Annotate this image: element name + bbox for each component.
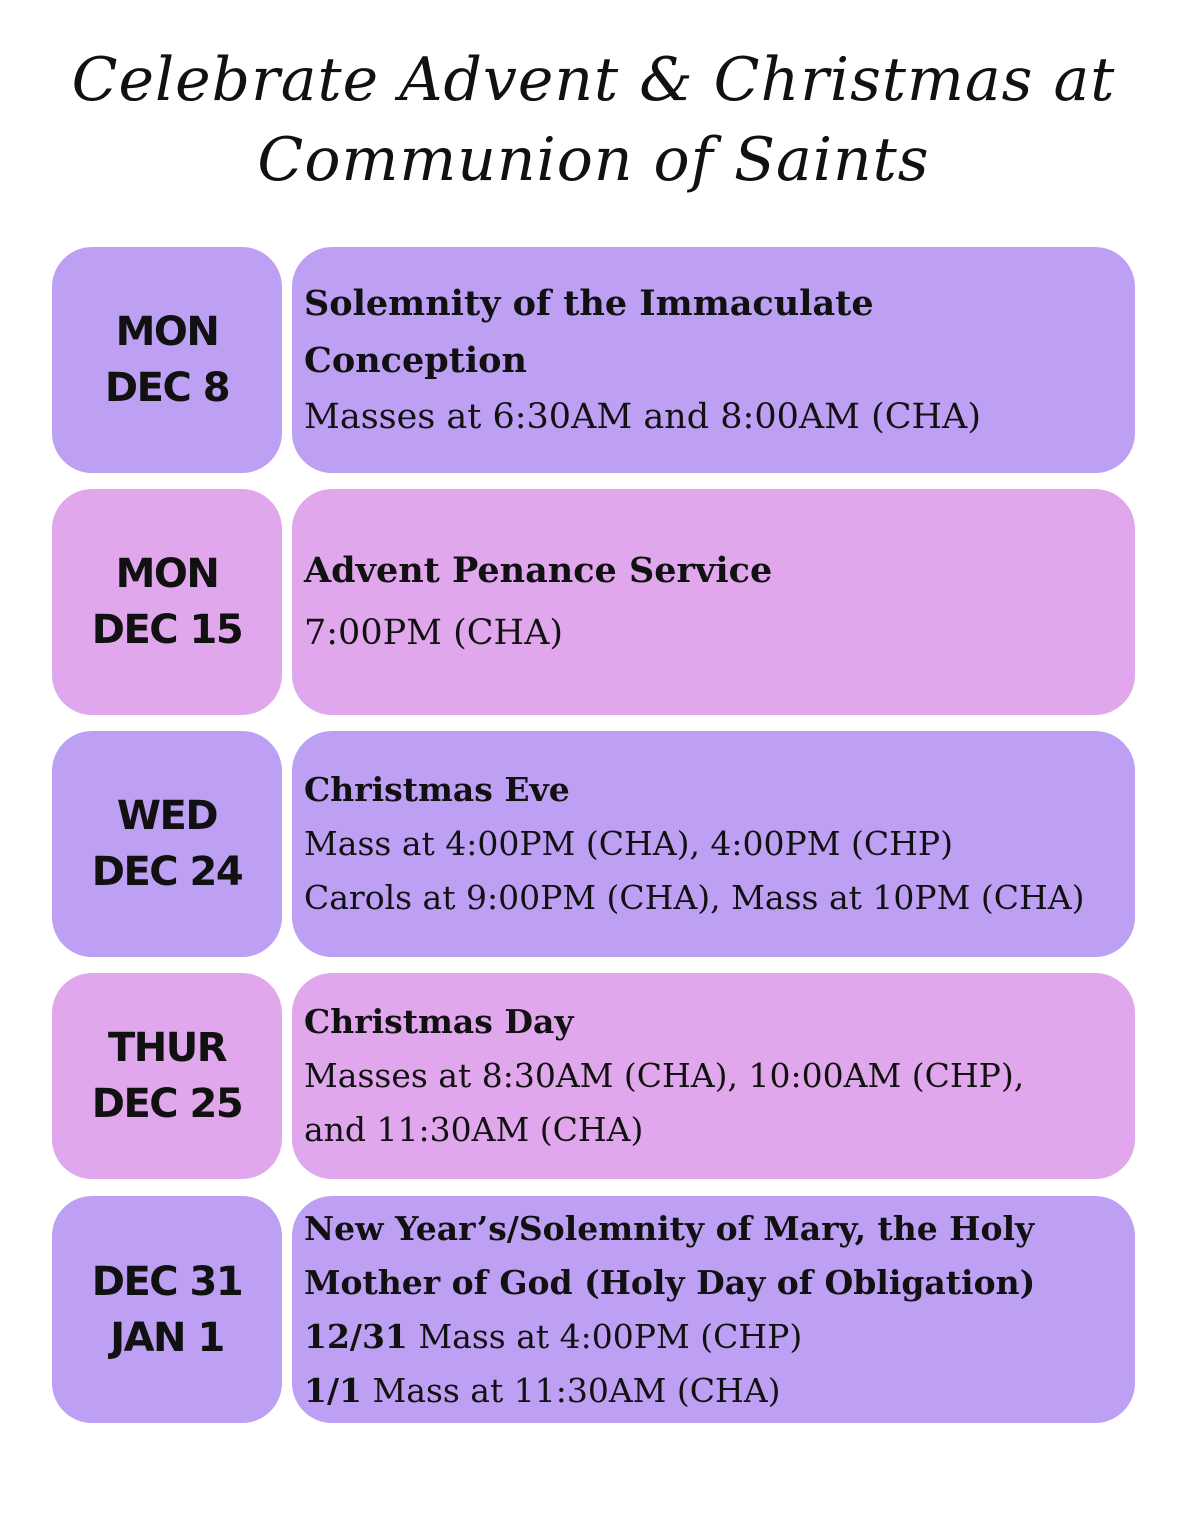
- event-date: DEC 25: [91, 1081, 243, 1127]
- page-title: [0, 40, 1187, 200]
- event-day: WED: [116, 793, 218, 839]
- event-info-card: [292, 731, 1135, 957]
- event-heading-cont: Conception: [304, 339, 527, 381]
- event-detail-date: 1/1: [304, 1370, 362, 1410]
- event-heading: Christmas Eve: [304, 770, 570, 809]
- event-detail: Mass at 4:00PM (CHA), 4:00PM (CHP): [304, 824, 953, 863]
- event-date-badge: [52, 731, 282, 957]
- event-day: MON: [115, 551, 219, 597]
- event-heading: New Year’s/Solemnity of Mary, the Holy: [304, 1208, 1035, 1248]
- event-detail-2: Carols at 9:00PM (CHA), Mass at 10PM (CHA): [304, 878, 1085, 917]
- event-detail: Masses at 6:30AM and 8:00AM (CHA): [304, 396, 981, 437]
- event-heading-cont: Mother of God (Holy Day of Obligation): [304, 1262, 1036, 1302]
- event-detail-text: Mass at 4:00PM (CHP): [407, 1316, 803, 1356]
- event-detail-date: 12/31: [304, 1316, 408, 1356]
- event-date-badge: [52, 247, 282, 473]
- event-date: DEC 8: [104, 365, 230, 411]
- event-heading: Christmas Day: [304, 1002, 574, 1041]
- event-date-badge: [52, 973, 282, 1179]
- event-day: DEC 31: [91, 1258, 243, 1305]
- event-detail: Masses at 8:30AM (CHA), 10:00AM (CHP),: [304, 1056, 1025, 1095]
- event-info-card: [292, 1196, 1135, 1423]
- event-day: MON: [115, 309, 219, 355]
- event-detail-2: and 11:30AM (CHA): [304, 1110, 644, 1149]
- event-detail-text: Mass at 11:30AM (CHA): [361, 1370, 781, 1410]
- event-heading: Solemnity of the Immaculate: [304, 282, 874, 324]
- event-row-new-years: [52, 1196, 1135, 1423]
- event-date-badge: [52, 1196, 282, 1423]
- title-line-2: Communion of Saints: [257, 125, 930, 195]
- event-date: DEC 15: [91, 607, 243, 653]
- event-date: JAN 1: [110, 1314, 224, 1361]
- event-date-badge: [52, 489, 282, 715]
- event-info-card: [292, 489, 1135, 715]
- event-info-card: [292, 973, 1135, 1179]
- event-row-penance-service: [52, 489, 1135, 715]
- event-date: DEC 24: [91, 849, 243, 895]
- event-heading: Advent Penance Service: [304, 550, 773, 591]
- event-row-christmas-eve: [52, 731, 1135, 957]
- event-detail: [304, 1310, 1123, 1364]
- event-row-christmas-day: [52, 973, 1135, 1179]
- event-detail-2: [304, 1364, 1123, 1418]
- event-day: THUR: [107, 1025, 227, 1071]
- title-line-1: Celebrate Advent & Christmas at: [71, 45, 1116, 115]
- event-row-immaculate-conception: [52, 247, 1135, 473]
- event-info-card: [292, 247, 1135, 473]
- event-detail: 7:00PM (CHA): [304, 613, 563, 653]
